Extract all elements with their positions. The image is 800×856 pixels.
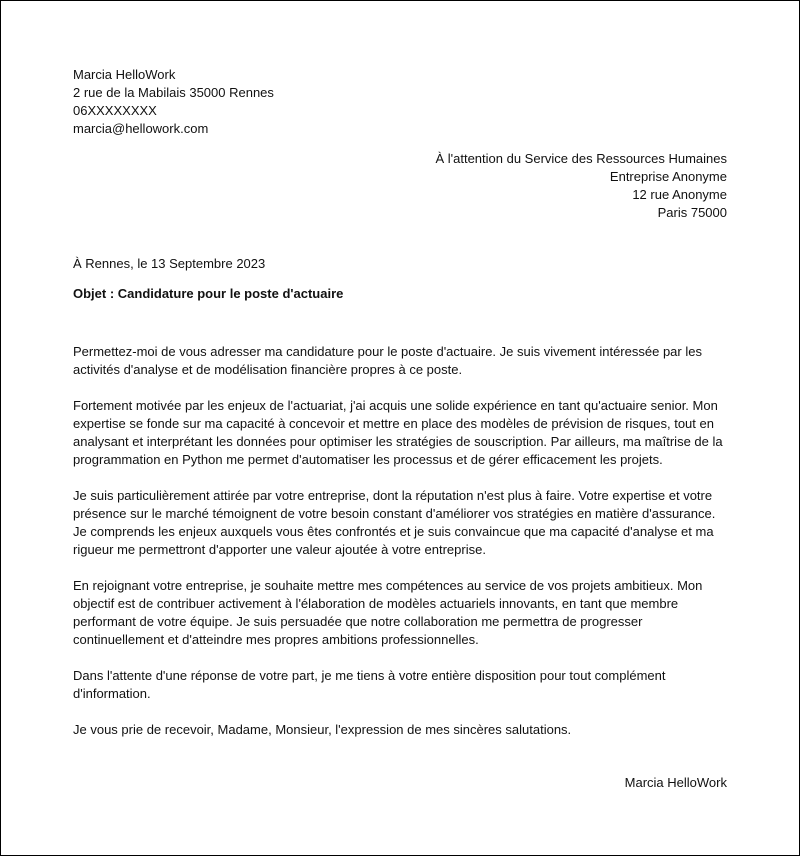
body-paragraph: Fortement motivée par les enjeux de l'actuariat, j'ai acquis une solide expérience en tant qu'actuaire senior. Mon expertise se fonde sur ma capacité à concevoir et mettre en place des modèles de prévision de risques, tout en analysant et interprétant les données pour optimiser les stratégies de souscription. Par ailleurs, ma maîtrise de la programmation en Python me permet d'automatiser les processus et de gérer efficacement les projets.: [73, 398, 723, 467]
recipient-block: [435, 150, 727, 222]
recipient-company: Entreprise Anonyme: [609, 169, 727, 184]
recipient-city: Paris 75000: [657, 205, 727, 220]
signature: Marcia HelloWork: [624, 775, 727, 790]
recipient-attention: À l'attention du Service des Ressources Humaines: [435, 151, 727, 166]
closing-paragraph: Je vous prie de recevoir, Madame, Monsieur, l'expression de mes sincères salutations.: [73, 722, 572, 737]
sender-email: marcia@hellowork.com: [73, 121, 209, 136]
sender-phone: 06XXXXXXXX: [73, 103, 157, 118]
body-paragraph: Dans l'attente d'une réponse de votre part, je me tiens à votre entière disposition pour tout complément d'information.: [73, 668, 666, 701]
recipient-street: 12 rue Anonyme: [632, 187, 727, 202]
letter-subject: Objet : Candidature pour le poste d'actuaire: [73, 286, 344, 301]
sender-block: [73, 66, 274, 138]
body-paragraph: En rejoignant votre entreprise, je souhaite mettre mes compétences au service de vos projets ambitieux. Mon objectif est de contribuer activement à l'élaboration de modèles actuariels innovants, en tant que membre performant de votre équipe. Je suis persuadée que notre collaboration me permettra de progresser continuellement et d'atteindre mes propres ambitions professionnelles.: [73, 578, 703, 647]
sender-address: 2 rue de la Mabilais 35000 Rennes: [73, 85, 274, 100]
body-paragraph: Je suis particulièrement attirée par votre entreprise, dont la réputation n'est plus à faire. Votre expertise et votre présence sur le marché témoignent de votre besoin constant d'améliorer vos stratégies en matière d'assurance. Je comprends les enjeux auxquels vous êtes confrontés et je suis convaincue que ma capacité d'analyse et ma rigueur me permettront d'apporter une valeur ajoutée à votre entreprise.: [73, 488, 716, 557]
sender-name: Marcia HelloWork: [73, 67, 176, 82]
letter-body: [73, 343, 729, 757]
body-paragraph: Permettez-moi de vous adresser ma candidature pour le poste d'actuaire. Je suis vivement intéressée par les activités d'analyse et de modélisation financière propres à ce poste.: [73, 344, 702, 377]
date-line: À Rennes, le 13 Septembre 2023: [73, 256, 266, 271]
